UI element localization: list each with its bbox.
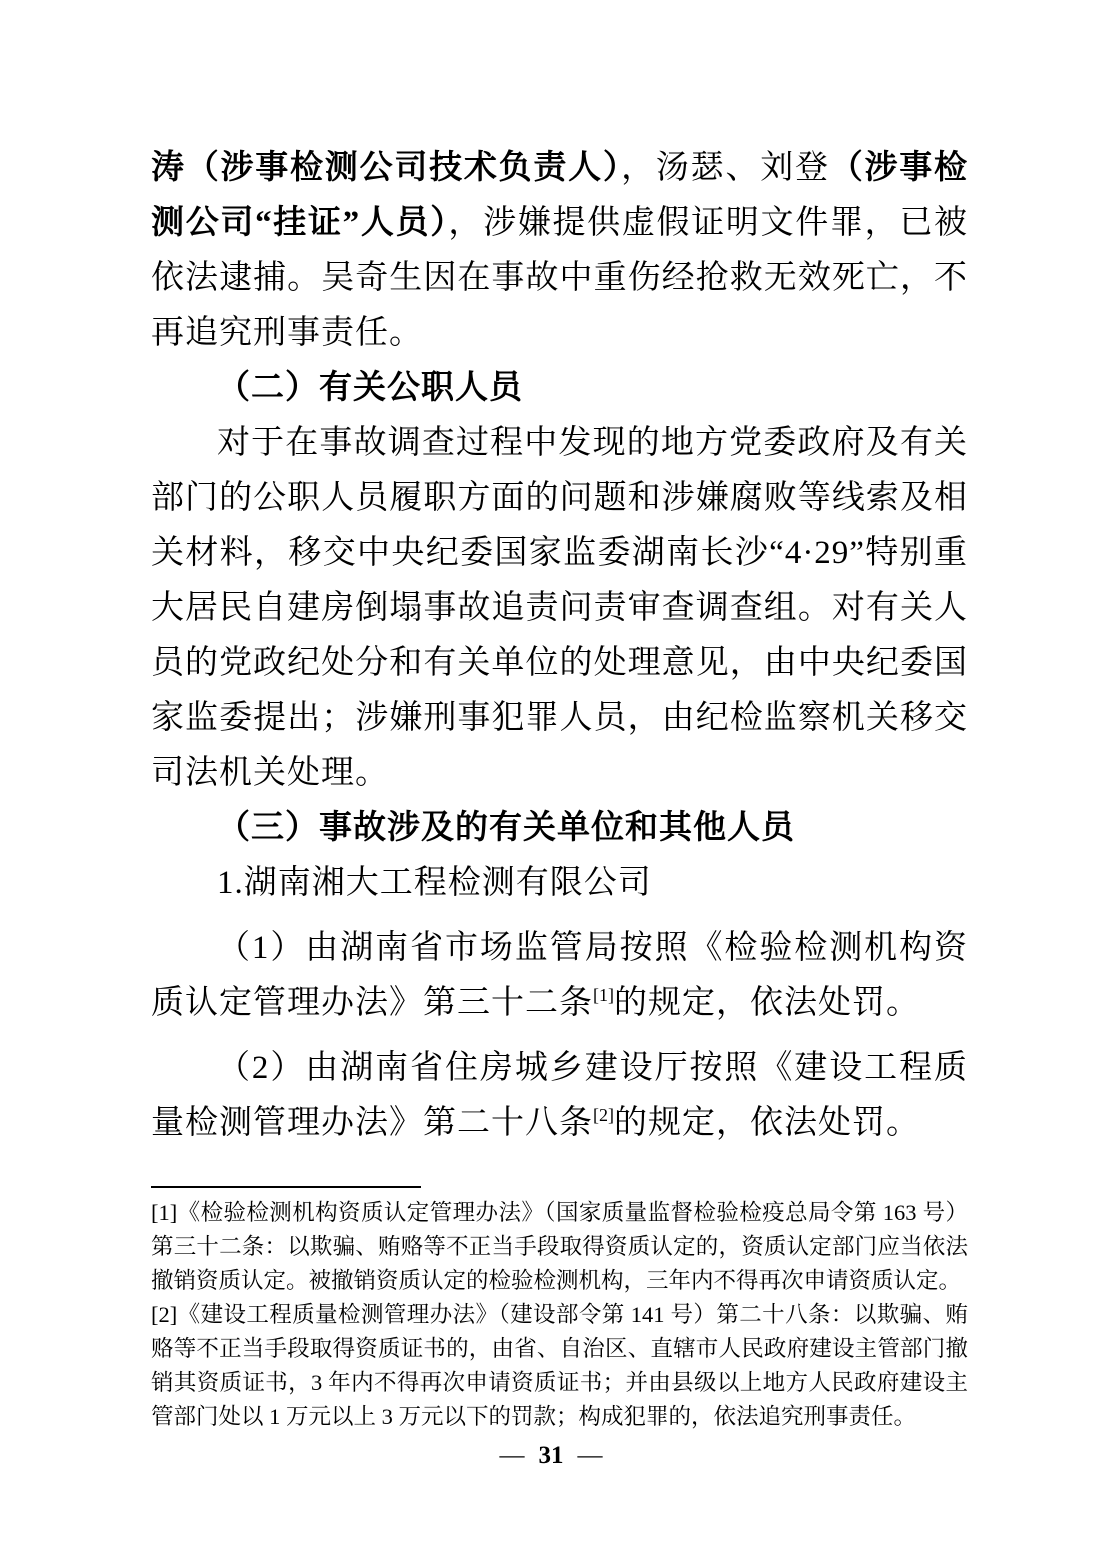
paragraph-company-name: 1.湖南湘大工程检测有限公司 [217, 865, 652, 901]
paragraph-public-officials-handling: 对于在事故调查过程中发现的地方党委政府及有关部门的公职人员履职方面的问题和涉嫌腐败等线索及相关材料，移交中央纪委国家监委湖南长沙“4·29”特别重大居民自建房倒塌事故追责问责审查调查组。对有关人员的党政纪处分和有关单位的处理意见，由中央纪委国家监委提出；涉嫌刑事犯罪人员，由纪检监察机关移交司法机关处理。 [151, 425, 968, 791]
text-segment: ，涉嫌提供虚假证明文件罪，已被依法逮捕。吴奇生因在事故中重伤经抢救无效死亡，不再追究刑事责任。 [151, 205, 968, 351]
footnotes-section [151, 1196, 968, 1434]
footnote-ref-2: [2] [593, 1105, 614, 1125]
heading-section-3-units-and-persons: （三）事故涉及的有关单位和其他人员 [217, 810, 795, 846]
paragraph-criminal-liability [151, 141, 968, 361]
report-body [151, 141, 968, 1151]
penalty-1-text: （1）由湖南省市场监管局按照《检验检测机构资质认定管理办法》第三十二条 [151, 930, 968, 1021]
page-number-dash-right: — [577, 1442, 603, 1469]
heading-section-2-public-officials: （二）有关公职人员 [217, 370, 523, 406]
page-number-dash-left: — [499, 1442, 525, 1469]
penalty-2-tail: 的规定，依法处罚。 [614, 1105, 920, 1141]
text-segment: ，汤瑟、刘登 [621, 150, 830, 186]
text-segment: （涉事检测公司“挂证”人员） [151, 150, 969, 241]
footnote-1: [1]《检验检测机构资质认定管理办法》（国家质量监督检验检疫总局令第 163 号）第三十二条：以欺骗、贿赂等不正当手段取得资质认定的，资质认定部门应当依法撤销资质认定。被撤销资质认定的检验检测机构，三年内不得再次申请资质认定。 [151, 1200, 968, 1293]
page-number [0, 1442, 1102, 1470]
footnote-ref-1: [1] [593, 985, 614, 1005]
text-segment: 涛（涉事检测公司技术负责人） [151, 150, 622, 186]
paragraph-penalty-2 [151, 1041, 968, 1151]
footnote-separator-rule [151, 1186, 421, 1188]
footnote-2: [2]《建设工程质量检测管理办法》（建设部令第 141 号）第二十八条：以欺骗、贿赂等不正当手段取得资质证书的，由省、自治区、直辖市人民政府建设主管部门撤销其资质证书，3 年内不得再次申请资质证书；并由县级以上地方人民政府建设主管部门处以 1 万元以上 3 万元以下的罚款；构成犯罪的，依法追究刑事责任。 [151, 1302, 968, 1429]
penalty-1-tail: 的规定，依法处罚。 [614, 985, 920, 1021]
paragraph-penalty-1 [151, 921, 968, 1031]
page-number-value: 31 [538, 1442, 564, 1469]
penalty-2-text: （2）由湖南省住房城乡建设厅按照《建设工程质量检测管理办法》第二十八条 [151, 1050, 968, 1141]
